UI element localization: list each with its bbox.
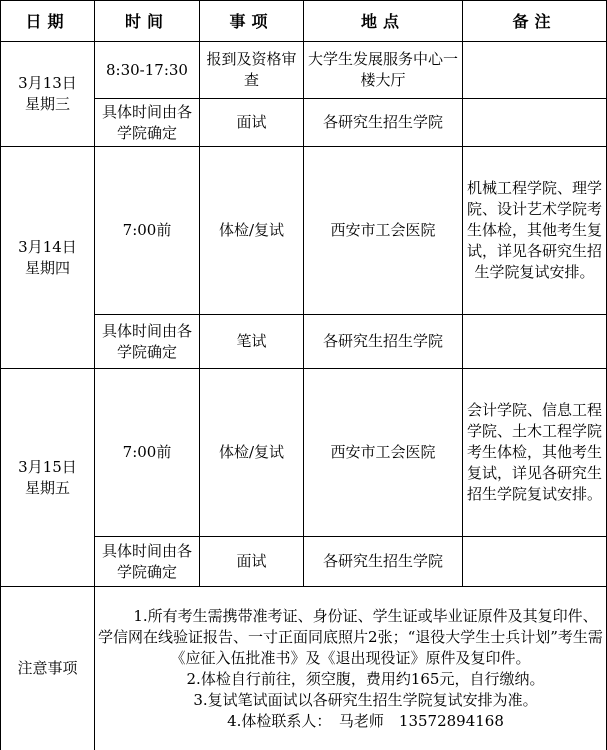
weekday-text: 星期五 [24, 478, 70, 497]
item-cell: 体检/复试 [200, 369, 304, 537]
date-text: 3月14日 [18, 237, 77, 256]
remarks-cell [463, 42, 607, 99]
table-row [1, 369, 607, 537]
table-row [1, 42, 607, 99]
remarks-cell [463, 315, 607, 369]
header-row [1, 1, 607, 42]
notice-item: 2.体检自行前往，须空腹，费用约165元，自行缴纳。 [186, 669, 545, 688]
location-cell: 各研究生招生学院 [304, 315, 463, 369]
time-cell: 具体时间由各学院确定 [95, 99, 200, 147]
notice-item: 1.所有考生需携带准考证、身份证、学生证或毕业证原件及其复印件、学信网在线验证报告、一寸正面同底照片2张；“退役大学生士兵计划”考生需《应征入伍批准书》及《退出现役证》原件及复印件。 [98, 606, 603, 667]
item-cell: 报到及资格审查 [200, 42, 304, 99]
table-row [1, 147, 607, 315]
location-cell: 西安市工会医院 [304, 147, 463, 315]
header-remarks: 备注 [463, 1, 607, 42]
time-cell: 具体时间由各学院确定 [95, 537, 200, 587]
weekday-text: 星期四 [24, 258, 70, 277]
header-location: 地点 [304, 1, 463, 42]
location-cell: 各研究生招生学院 [304, 537, 463, 587]
remarks-cell [463, 537, 607, 587]
header-time: 时间 [95, 1, 200, 42]
item-cell: 面试 [200, 537, 304, 587]
date-text: 3月15日 [18, 457, 77, 476]
item-cell: 笔试 [200, 315, 304, 369]
date-text: 3月13日 [18, 74, 77, 92]
notice-label: 注意事项 [1, 587, 95, 750]
date-cell [1, 369, 95, 587]
time-cell: 8:30-17:30 [95, 42, 200, 99]
remarks-cell: 机械工程学院、理学院、设计艺术学院考生体检，其他考生复试，详见各研究生招生学院复试安排。 [463, 147, 607, 315]
location-cell: 西安市工会医院 [304, 369, 463, 537]
header-item: 事项 [200, 1, 304, 42]
notice-item: 3.复试笔试面试以各研究生招生学院复试安排为准。 [193, 690, 538, 709]
weekday-text: 星期三 [24, 95, 70, 113]
notice-content [95, 587, 607, 750]
time-cell: 具体时间由各学院确定 [95, 315, 200, 369]
header-date: 日期 [1, 1, 95, 42]
remarks-cell [463, 99, 607, 147]
location-cell: 各研究生招生学院 [304, 99, 463, 147]
time-cell: 7:00前 [95, 369, 200, 537]
date-cell [1, 147, 95, 369]
notice-item: 4.体检联系人： 马老师 13572894168 [227, 711, 504, 730]
item-cell: 面试 [200, 99, 304, 147]
location-cell: 大学生发展服务中心一楼大厅 [304, 42, 463, 99]
notice-row [1, 587, 607, 750]
time-cell: 7:00前 [95, 147, 200, 315]
date-cell [1, 42, 95, 147]
remarks-cell: 会计学院、信息工程学院、土木工程学院考生体检，其他考生复试，详见各研究生招生学院复试安排。 [463, 369, 607, 537]
item-cell: 体检/复试 [200, 147, 304, 315]
